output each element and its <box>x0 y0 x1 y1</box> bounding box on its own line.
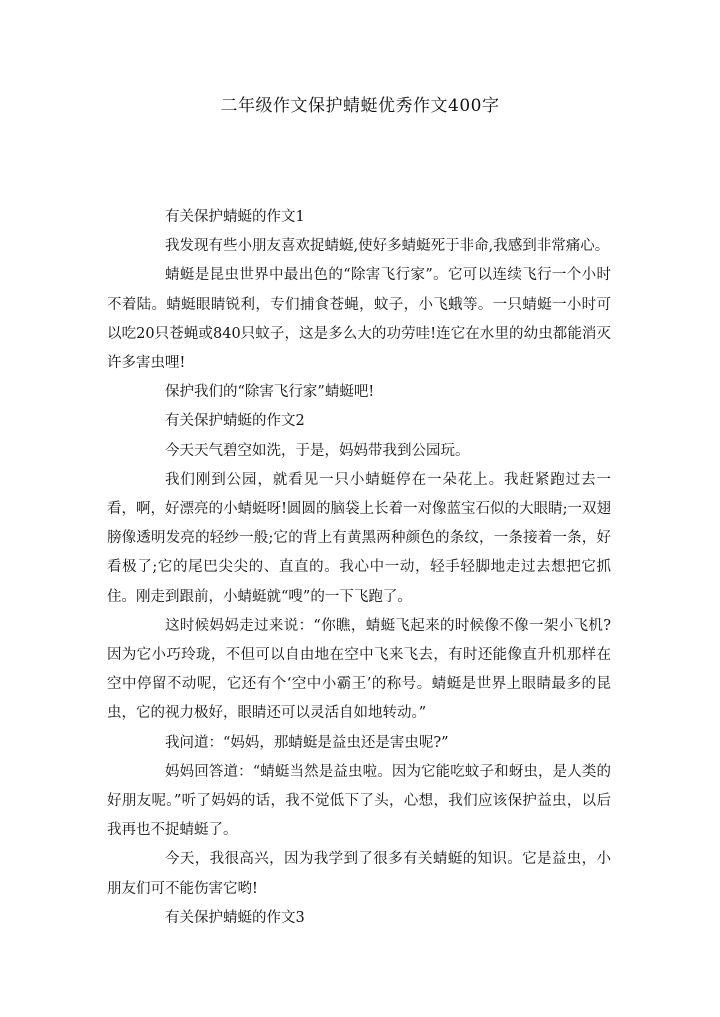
paragraph: 这时候妈妈走过来说：“你瞧，蜻蜓飞起来的时候像不像一架小飞机?因为它小巧玲珑，不但可以自由地在空中飞来飞去，有时还能像直升机那样在空中停留不动呢，它还有个‘空中小霸王’的称号。蜻蜓是世界上眼睛最多的昆虫，它的视力极好，眼睛还可以灵活自如地转动。” <box>107 617 611 722</box>
paragraph: 今天，我很高兴，因为我学到了很多有关蜻蜓的知识。它是益虫，小朋友们可不能伤害它哟! <box>107 851 611 897</box>
document-body <box>107 203 611 933</box>
paragraph: 蜻蜓是昆虫世界中最出色的“除害飞行家”。它可以连续飞行一个小时不着陆。蜻蜓眼睛锐利，专们捕食苍蝇，蚊子，小飞蛾等。一只蜻蜓一小时可以吃20只苍蝇或840只蚊子，这是多么大的功劳哇!连它在水里的幼虫都能消灭许多害虫哩! <box>107 267 611 372</box>
section-heading-2: 有关保护蜻蜓的作文2 <box>165 413 305 430</box>
document-title: 二年级作文保护蜻蜓优秀作文400字 <box>220 96 500 116</box>
paragraph: 我们刚到公园，就看见一只小蜻蜓停在一朵花上。我赶紧跑过去一看，啊，好漂亮的小蜻蜓呀!圆圆的脑袋上长着一对像蓝宝石似的大眼睛;一双翅膀像透明发亮的轻纱一般;它的背上有黄黑两种颜色的条纹，一条接着一条，好看极了;它的尾巴尖尖的、直直的。我心中一动，轻手轻脚地走过去想把它抓住。刚走到跟前，小蜻蜓就“嗖”的一下飞跑了。 <box>107 471 611 605</box>
section-heading-1: 有关保护蜻蜓的作文1 <box>165 209 305 225</box>
paragraph: 我问道：“妈妈，那蜻蜓是益虫还是害虫呢?” <box>165 734 449 751</box>
paragraph: 我发现有些小朋友喜欢捉蜻蜓,使好多蜻蜓死于非命,我感到非常痛心。 <box>165 238 610 255</box>
paragraph: 保护我们的“除害飞行家”蜻蜓吧! <box>165 384 375 401</box>
paragraph: 今天天气碧空如洗，于是，妈妈带我到公园玩。 <box>165 442 470 459</box>
section-heading-3: 有关保护蜻蜓的作文3 <box>165 909 305 926</box>
paragraph: 妈妈回答道：“蜻蜓当然是益虫啦。因为它能吃蚊子和蚜虫，是人类的好朋友呢。”听了妈妈的话，我不觉低下了头，心想，我们应该保护益虫，以后我再也不捉蜻蜓了。 <box>107 763 611 839</box>
